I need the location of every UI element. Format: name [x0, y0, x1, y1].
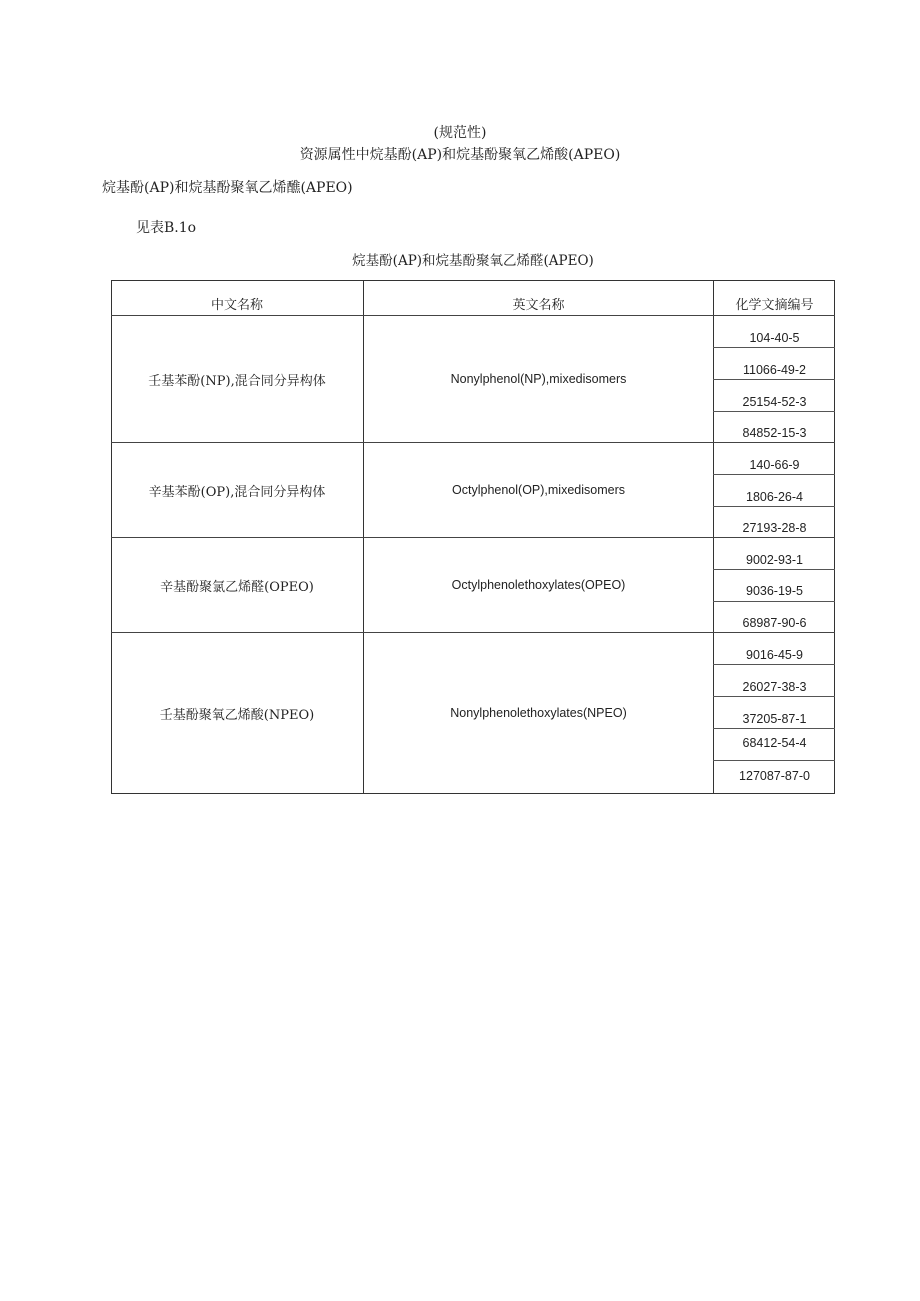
english-name-cell: Octylphenol(OP),mixedisomers	[452, 483, 625, 497]
chinese-name-cell: 辛基酚聚氯乙烯醛(OPEO)	[160, 579, 314, 595]
english-name-cell: Nonylphenolethoxylates(NPEO)	[450, 706, 627, 720]
cas-divider	[713, 506, 835, 507]
cas-divider	[713, 347, 835, 348]
table-reference-note: 见表B.1o	[136, 220, 197, 236]
cas-number: 9002-93-1	[746, 553, 803, 567]
cas-number: 127087-87-0	[739, 769, 810, 783]
cas-divider	[713, 569, 835, 570]
cas-divider	[713, 411, 835, 412]
cas-number: 68412-54-4	[742, 736, 807, 750]
cas-number: 26027-38-3	[742, 680, 807, 694]
annex-subtitle: (规范性)	[433, 125, 487, 141]
chinese-name-cell: 壬基酚聚氧乙烯酸(NPEO)	[159, 707, 315, 723]
cas-number: 27193-28-8	[742, 521, 807, 535]
cas-number: 9036-19-5	[746, 584, 803, 598]
cas-number: 84852-15-3	[742, 426, 807, 440]
column-header-english-name: 英文名称	[512, 298, 565, 313]
cas-number: 104-40-5	[749, 331, 800, 345]
cas-divider	[713, 474, 835, 475]
english-name-cell: Octylphenolethoxylates(OPEO)	[451, 578, 626, 592]
table-caption: 烷基酚(AP)和烷基酚聚氧乙烯醛(APEO)	[352, 253, 594, 269]
cas-divider	[713, 696, 835, 697]
cas-number: 37205-87-1	[742, 712, 807, 726]
cas-number: 11066-49-2	[742, 363, 806, 377]
section-heading: 烷基酚(AP)和烷基酚聚氧乙烯醮(APEO)	[102, 180, 353, 196]
annex-title: 资源属性中烷基酚(AP)和烷基酚聚氧乙烯酸(APEO)	[299, 147, 621, 163]
cas-number: 25154-52-3	[742, 395, 807, 409]
cas-number: 68987-90-6	[742, 616, 807, 630]
chinese-name-cell: 壬基苯酚(NP),混合同分异构体	[148, 373, 326, 389]
cas-divider	[713, 728, 835, 729]
column-header-cas-number: 化学文摘编号	[735, 298, 814, 313]
cas-divider	[713, 379, 835, 380]
cas-number: 1806-26-4	[746, 490, 803, 504]
cas-number: 9016-45-9	[746, 648, 803, 662]
english-name-cell: Nonylphenol(NP),mixedisomers	[450, 372, 627, 386]
cas-divider	[713, 664, 835, 665]
column-header-chinese-name: 中文名称	[210, 298, 263, 313]
cas-number: 140-66-9	[749, 458, 800, 472]
cas-divider	[713, 760, 835, 761]
chinese-name-cell: 辛基苯酚(OP),混合同分异构体	[148, 484, 326, 500]
cas-divider	[713, 601, 835, 602]
substance-table	[111, 280, 835, 794]
